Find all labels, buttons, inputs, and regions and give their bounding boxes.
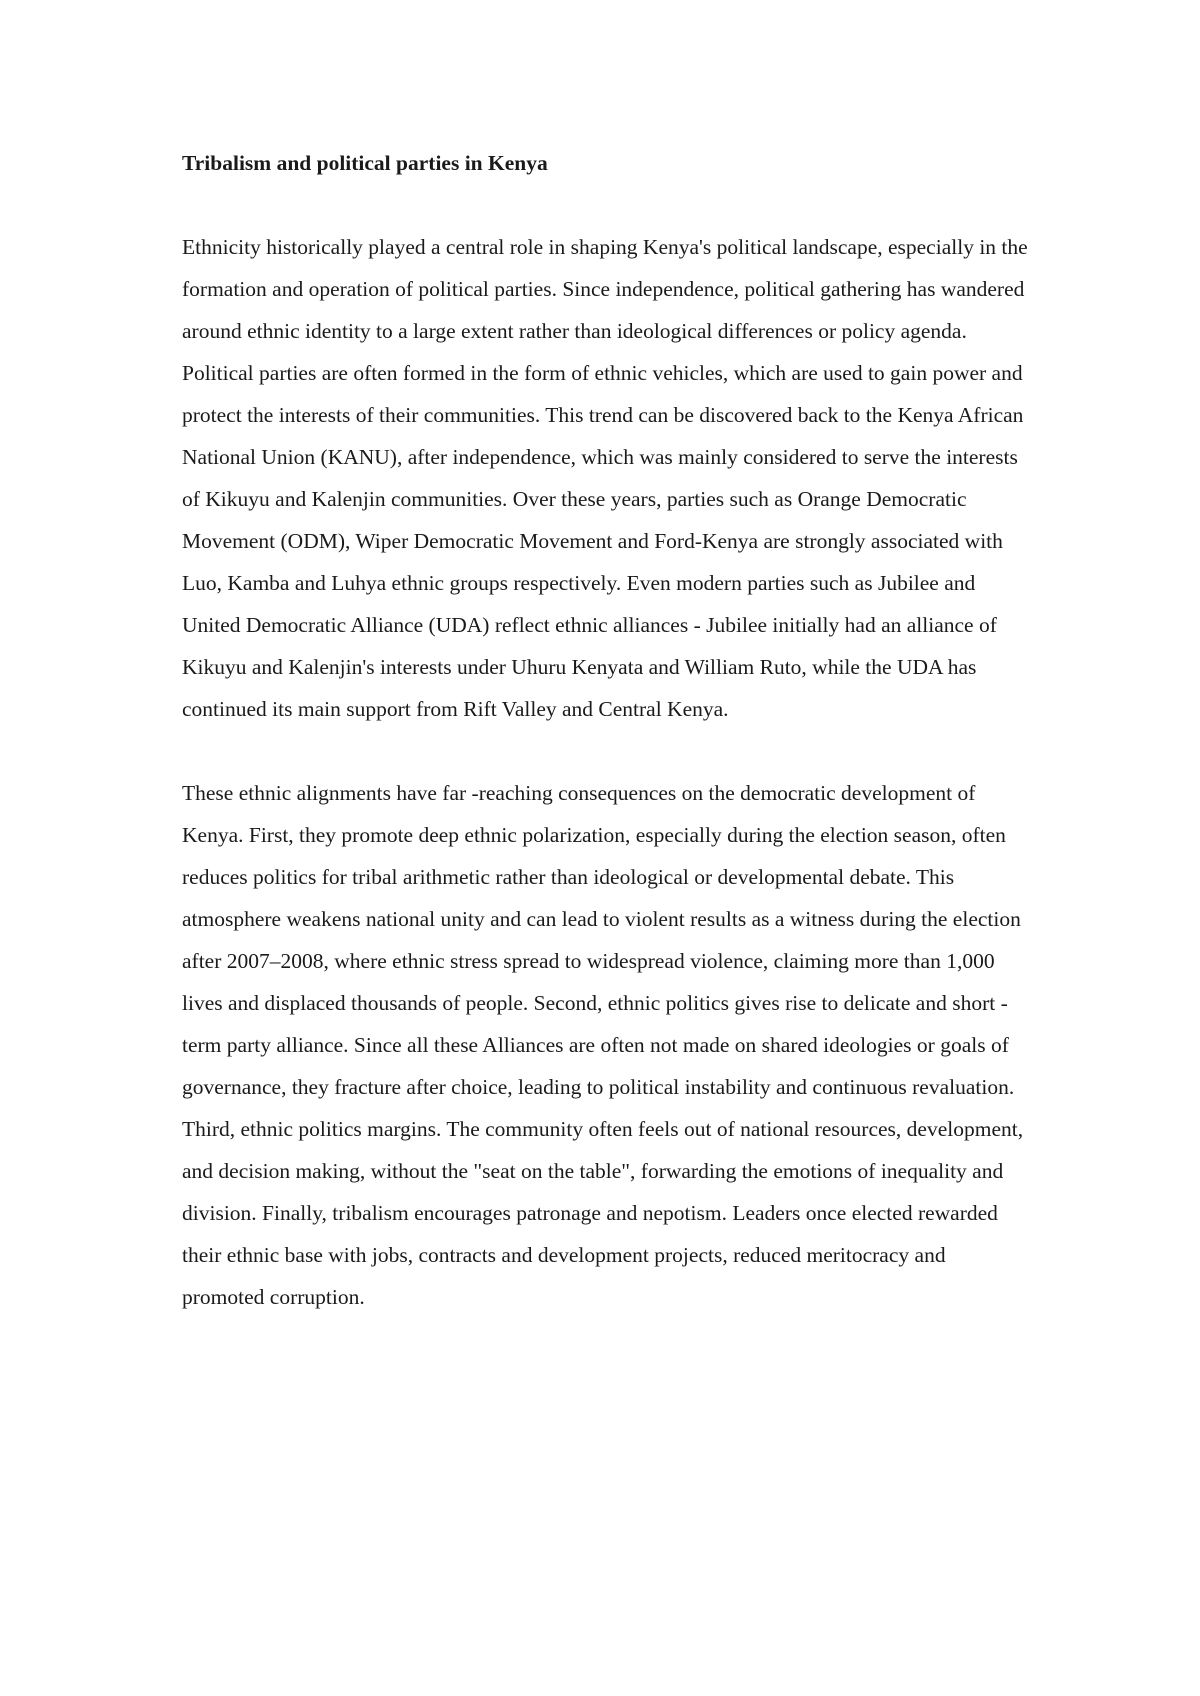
paragraph-ethnicity-history: Ethnicity historically played a central role in shaping Kenya's political landscape, especially in the formation and operation of political parties. Since independence, political gathering has wandered around ethnic identity to a large extent rather than ideological differences or policy agenda. Political parties are often formed in the form of ethnic vehicles, which are used to gain power and protect the interests of their communities. This trend can be discovered back to the Kenya African National Union (KANU), after independence, which was mainly considered to serve the interests of Kikuyu and Kalenjin communities. Over these years, parties such as Orange Democratic Movement (ODM), Wiper Democratic Movement and Ford-Kenya are strongly associated with Luo, Kamba and Luhya ethnic groups respectively. Even modern parties such as Jubilee and United Democratic Alliance (UDA) reflect ethnic alliances - Jubilee initially had an alliance of Kikuyu and Kalenjin's interests under Uhuru Kenyata and William Ruto, while the UDA has continued its main support from Rift Valley and Central Kenya.: [182, 235, 1028, 721]
document-body: [182, 142, 1030, 1360]
document-title: Tribalism and political parties in Kenya: [182, 151, 548, 175]
paragraph-consequences: These ethnic alignments have far -reaching consequences on the democratic development of Kenya. First, they promote deep ethnic polarization, especially during the election season, often reduces politics for tribal arithmetic rather than ideological or developmental debate. This atmosphere weakens national unity and can lead to violent results as a witness during the election after 2007–2008, where ethnic stress spread to widespread violence, claiming more than 1,000 lives and displaced thousands of people. Second, ethnic politics gives rise to delicate and short -term party alliance. Since all these Alliances are often not made on shared ideologies or goals of governance, they fracture after choice, leading to political instability and continuous revaluation. Third, ethnic politics margins. The community often feels out of national resources, development, and decision making, without the "seat on the table", forwarding the emotions of inequality and division. Finally, tribalism encourages patronage and nepotism. Leaders once elected rewarded their ethnic base with jobs, contracts and development projects, reduced meritocracy and promoted corruption.: [182, 781, 1024, 1309]
